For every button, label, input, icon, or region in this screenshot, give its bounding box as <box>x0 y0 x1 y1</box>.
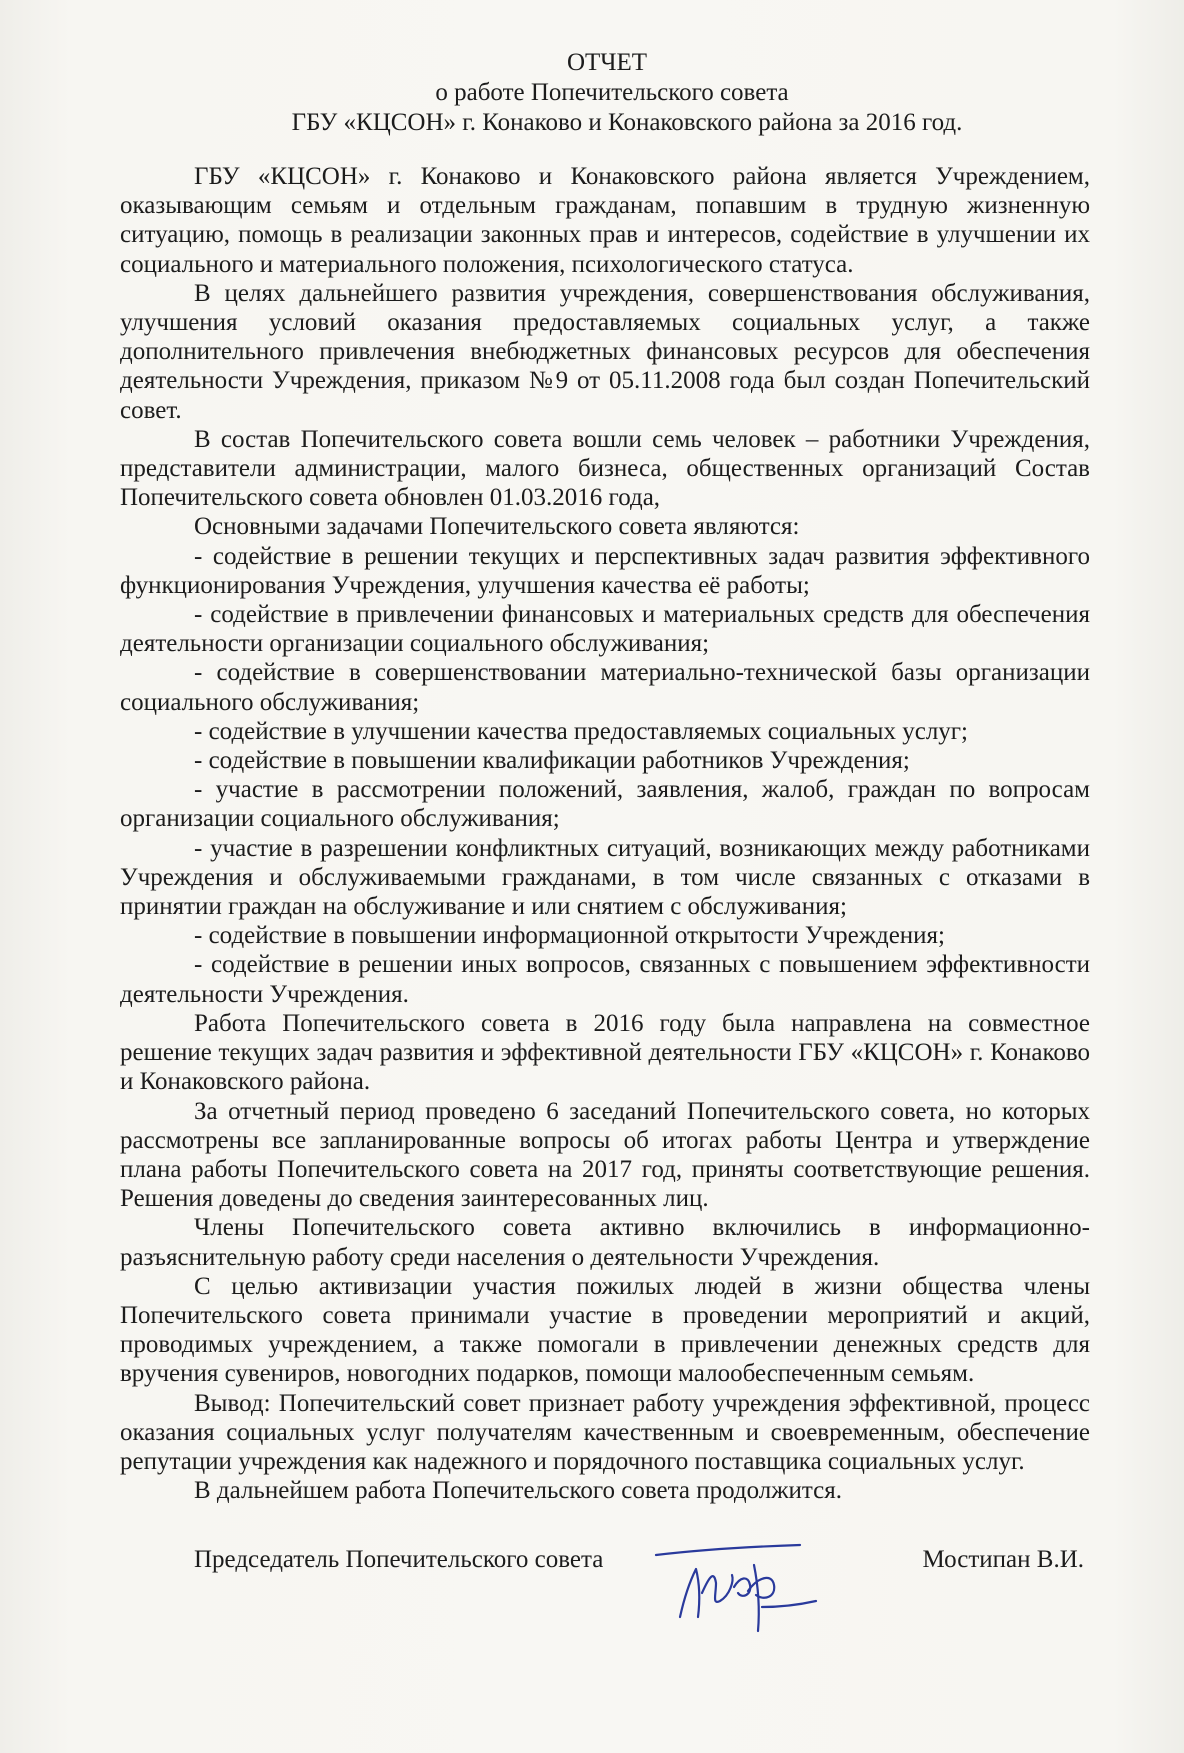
paragraph-continuation: В дальнейшем работа Попечительского совета продолжится. <box>194 1477 842 1505</box>
paragraph-outreach: Члены Попечительского совета активно включились в информационно-разъяснительную работу среди населения о деятельности Учреждения. <box>120 1214 1090 1271</box>
task-item: - содействие в улучшении качества предоставляемых социальных услуг; <box>194 717 968 745</box>
task-item: - участие в разрешении конфликтных ситуаций, возникающих между работниками Учреждения и обслуживаемыми гражданами, в том числе связанных с отказами в принятии граждан на обслуживание и или снятием с обслуживания; <box>120 834 1090 921</box>
paragraph-tasks-heading: Основными задачами Попечительского совета являются: <box>194 513 800 541</box>
task-item: - содействие в повышении квалификации работников Учреждения; <box>194 747 910 775</box>
paragraph-purpose: В целях дальнейшего развития учреждения, совершенствования обслуживания, улучшения условий оказания предоставляемых социальных услуг, а также дополнительного привлечения внебюджетных финансовых ресурсов для обеспечения деятельности Учреждения, приказом №9 от 05.11.2008 года был создан Попечительский совет. <box>120 279 1090 424</box>
document-header <box>0 48 1184 138</box>
paragraph-events: С целью активизации участия пожилых людей в жизни общества члены Попечительского совета принимали участие в проведении мероприятий и акций, проводимых учреждением, а также помогали в привлечении денежных средств для вручения сувениров, новогодних подарков, помощи малообеспеченным семьям. <box>120 1272 1090 1388</box>
paragraph-intro: ГБУ «КЦСОН» г. Конаково и Конаковского района является Учреждением, оказывающим семьям и отдельным гражданам, попавшим в трудную жизненную ситуацию, помощь в реализации законных прав и интересов, содействие в улучшении их социального и материального положения, психологического статуса. <box>120 163 1090 278</box>
paragraph-work-2016: Работа Попечительского совета в 2016 году была направлена на совместное решение текущих задач развития и эффективной деятельности ГБУ «КЦСОН» г. Конаково и Конаковского района. <box>120 1009 1090 1096</box>
paragraph-composition: В состав Попечительского совета вошли семь человек – работники Учреждения, представители администрации, малого бизнеса, общественных организаций Состав Попечительского совета обновлен 01.03.2016 года, <box>120 425 1090 512</box>
task-item: - содействие в решении иных вопросов, связанных с повышением эффективности деятельности Учреждения. <box>120 951 1090 1008</box>
handwritten-signature <box>650 1535 820 1645</box>
task-item: - содействие в решении текущих и перспективных задач развития эффективного функционирования Учреждения, улучшения качества её работы; <box>120 542 1090 599</box>
task-item: - содействие в привлечении финансовых и материальных средств для обеспечения деятельности организации социального обслуживания; <box>120 601 1090 658</box>
document-organization: ГБУ «КЦСОН» г. Конаково и Конаковского района за 2016 год. <box>291 109 963 136</box>
task-item: - содействие в повышении информационной открытости Учреждения; <box>194 922 946 950</box>
document-title: ОТЧЕТ <box>566 49 648 76</box>
document-body <box>120 162 1090 1505</box>
paragraph-meetings: За отчетный период проведено 6 заседаний Попечительского совета, но которых рассмотрены все запланированные вопросы об итогах работы Центра и утверждение плана работы Попечительского совета на 2017 год, приняты соответствующие решения. Решения доведены до сведения заинтересованных лиц. <box>120 1097 1090 1213</box>
signature-block <box>120 1535 1090 1645</box>
signatory-role: Председатель Попечительского совета <box>194 1546 604 1573</box>
signatory-name: Мостипан В.И. <box>922 1546 1084 1573</box>
task-item: - участие в рассмотрении положений, заявления, жалоб, граждан по вопросам организации социального обслуживания; <box>120 776 1090 833</box>
document-subtitle: о работе Попечительского совета <box>435 79 789 106</box>
task-item: - содействие в совершенствовании материально-технической базы организации социального обслуживания; <box>120 659 1090 716</box>
paragraph-conclusion: Вывод: Попечительский совет признает работу учреждения эффективной, процесс оказания социальных услуг получателям качественным и своевременным, обеспечение репутации учреждения как надежного и порядочного поставщика социальных услуг. <box>120 1389 1090 1475</box>
